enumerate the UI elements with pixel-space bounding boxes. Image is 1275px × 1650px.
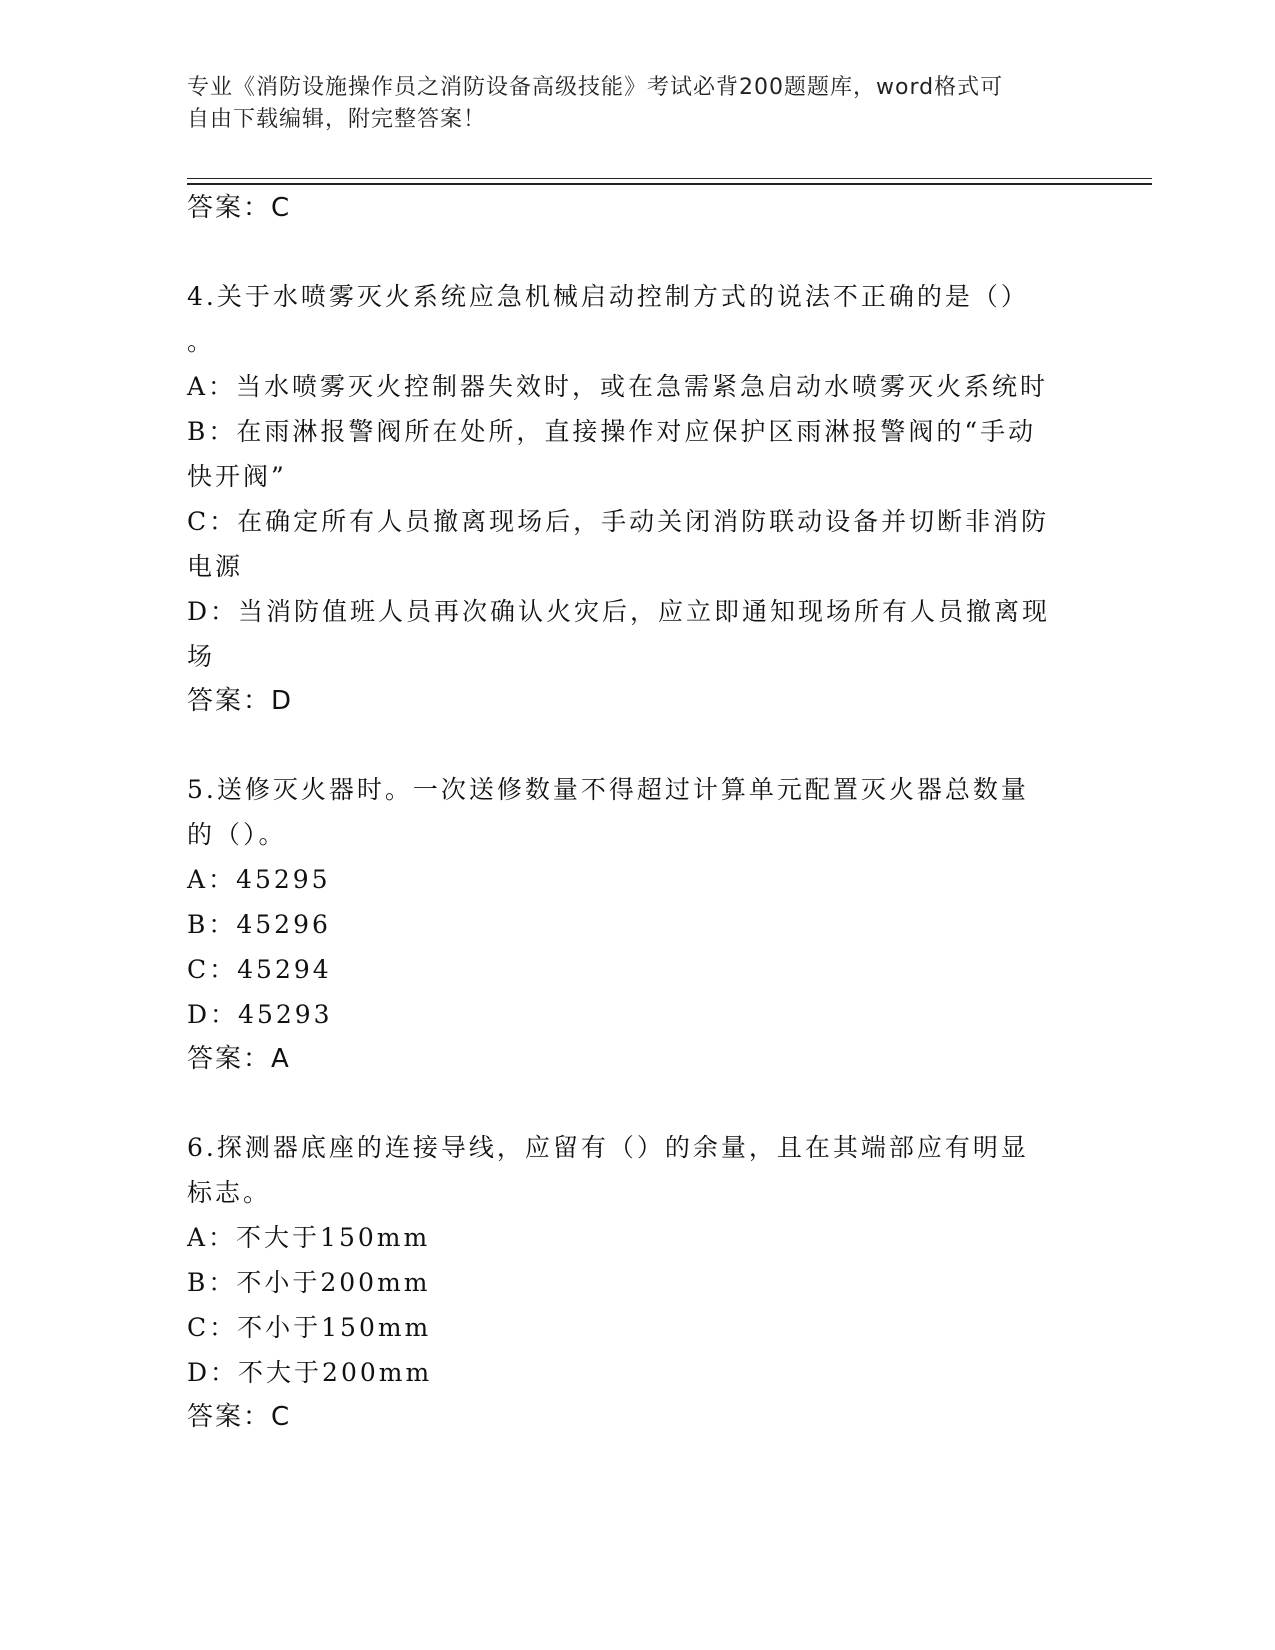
question-stem-line: 标志。 [187,1178,272,1207]
option-c-line: C：45294 [187,955,332,984]
option-a-line: A：不大于150mm [187,1223,431,1252]
option-d-line: D：45293 [187,1000,333,1029]
option-b-line: B：45296 [187,910,331,939]
option-a-line: A：当水喷雾灭火控制器失效时，或在急需紧急启动水喷雾灭火系统时 [187,372,1049,401]
answer-line: 答案：D [187,686,294,716]
answer-line: 答案：C [187,1402,292,1432]
spacer [187,231,1087,274]
option-b-line: B：在雨淋报警阀所在处所，直接操作对应保护区雨淋报警阀的“手动 [187,417,1037,446]
question-stem-line: 。 [187,327,216,356]
document-body [187,186,1087,1440]
option-c-line: 电源 [187,552,244,581]
question-block-5 [187,767,1087,1082]
question-stem-line: 4.关于水喷雾灭火系统应急机械启动控制方式的说法不正确的是（） [187,282,1029,311]
question-stem-line: 5.送修灭火器时。一次送修数量不得超过计算单元配置灭火器总数量 [187,775,1029,804]
option-a-line: A：45295 [187,865,331,894]
document-header [187,72,1067,136]
header-line-1: 专业《消防设施操作员之消防设备高级技能》考试必背200题题库，word格式可 [187,75,1004,100]
question-block-4 [187,274,1087,724]
header-rule-thin [187,178,1152,179]
question-block-6 [187,1125,1087,1440]
spacer [187,724,1087,767]
option-b-line: 快开阀” [187,462,287,491]
option-d-line: D：不大于200mm [187,1358,433,1387]
option-b-line: B：不小于200mm [187,1268,431,1297]
option-d-line: D：当消防值班人员再次确认火灾后，应立即通知现场所有人员撤离现 [187,597,1051,626]
previous-answer: 答案：C [187,193,292,223]
option-c-line: C：不小于150mm [187,1313,432,1342]
header-rule-thick [187,183,1152,185]
spacer [187,1082,1087,1125]
answer-line: 答案：A [187,1044,291,1074]
option-d-line: 场 [187,642,216,671]
header-line-2: 自由下载编辑，附完整答案！ [187,107,487,132]
option-c-line: C：在确定所有人员撤离现场后，手动关闭消防联动设备并切断非消防 [187,507,1050,536]
question-stem-line: 的（）。 [187,820,287,849]
question-stem-line: 6.探测器底座的连接导线，应留有（）的余量，且在其端部应有明显 [187,1133,1029,1162]
